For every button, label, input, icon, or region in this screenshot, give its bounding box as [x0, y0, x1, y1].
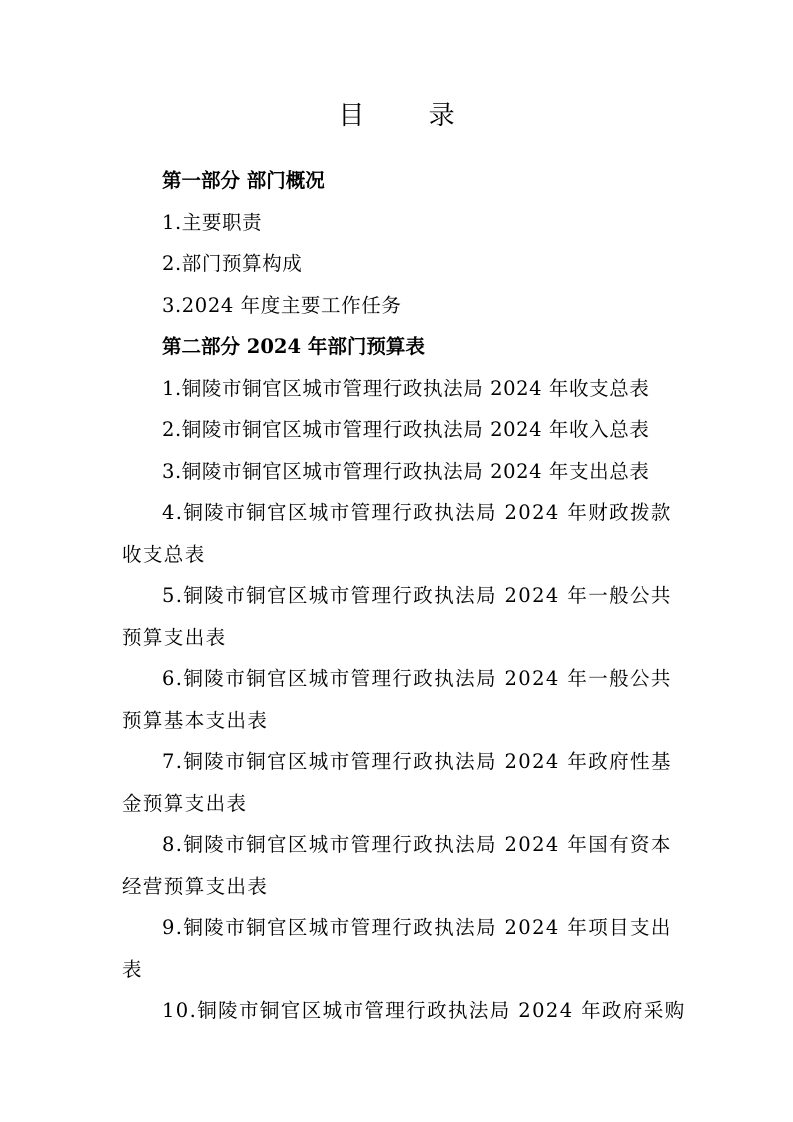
toc-item-line2: 金预算支出表	[122, 791, 248, 815]
toc-item: 1.主要职责	[162, 210, 263, 234]
part1-heading: 第一部分 部门概况	[162, 169, 325, 192]
toc-item-line1: 10.铜陵市铜官区城市管理行政执法局 2024 年政府采购	[162, 999, 686, 1022]
toc-item: 2.铜陵市铜官区城市管理行政执法局 2024 年收入总表	[162, 418, 650, 441]
toc-item	[122, 907, 682, 990]
table-of-contents	[122, 160, 686, 1032]
toc-item: 3.铜陵市铜官区城市管理行政执法局 2024 年支出总表	[162, 459, 650, 483]
toc-item-line1: 6.铜陵市铜官区城市管理行政执法局 2024 年一般公共	[162, 667, 672, 690]
toc-item	[122, 492, 682, 575]
toc-item	[122, 575, 682, 658]
toc-item-line1: 7.铜陵市铜官区城市管理行政执法局 2024 年政府性基	[162, 750, 672, 773]
toc-item-line1: 9.铜陵市铜官区城市管理行政执法局 2024 年项目支出	[162, 916, 672, 939]
toc-item-line2: 收支总表	[122, 542, 206, 566]
toc-item-line2: 经营预算支出表	[122, 874, 269, 898]
toc-item-line1: 8.铜陵市铜官区城市管理行政执法局 2024 年国有资本	[162, 833, 672, 856]
toc-item	[122, 824, 682, 907]
toc-item-line2: 预算支出表	[122, 625, 227, 649]
toc-item-line2: 预算基本支出表	[122, 708, 269, 732]
part2-heading: 第二部分 2024 年部门预算表	[162, 335, 425, 358]
toc-item	[122, 741, 682, 824]
toc-item-line2: 表	[122, 957, 143, 981]
toc-item: 2.部门预算构成	[162, 252, 303, 275]
toc-item-line1: 5.铜陵市铜官区城市管理行政执法局 2024 年一般公共	[162, 584, 672, 607]
toc-item-line1: 4.铜陵市铜官区城市管理行政执法局 2024 年财政拨款	[162, 501, 672, 524]
toc-item: 1.铜陵市铜官区城市管理行政执法局 2024 年收支总表	[162, 376, 650, 400]
page-title: 目 录	[338, 101, 483, 131]
toc-item	[122, 990, 686, 1032]
toc-item	[122, 658, 682, 741]
toc-item: 3.2024 年度主要工作任务	[162, 293, 402, 317]
